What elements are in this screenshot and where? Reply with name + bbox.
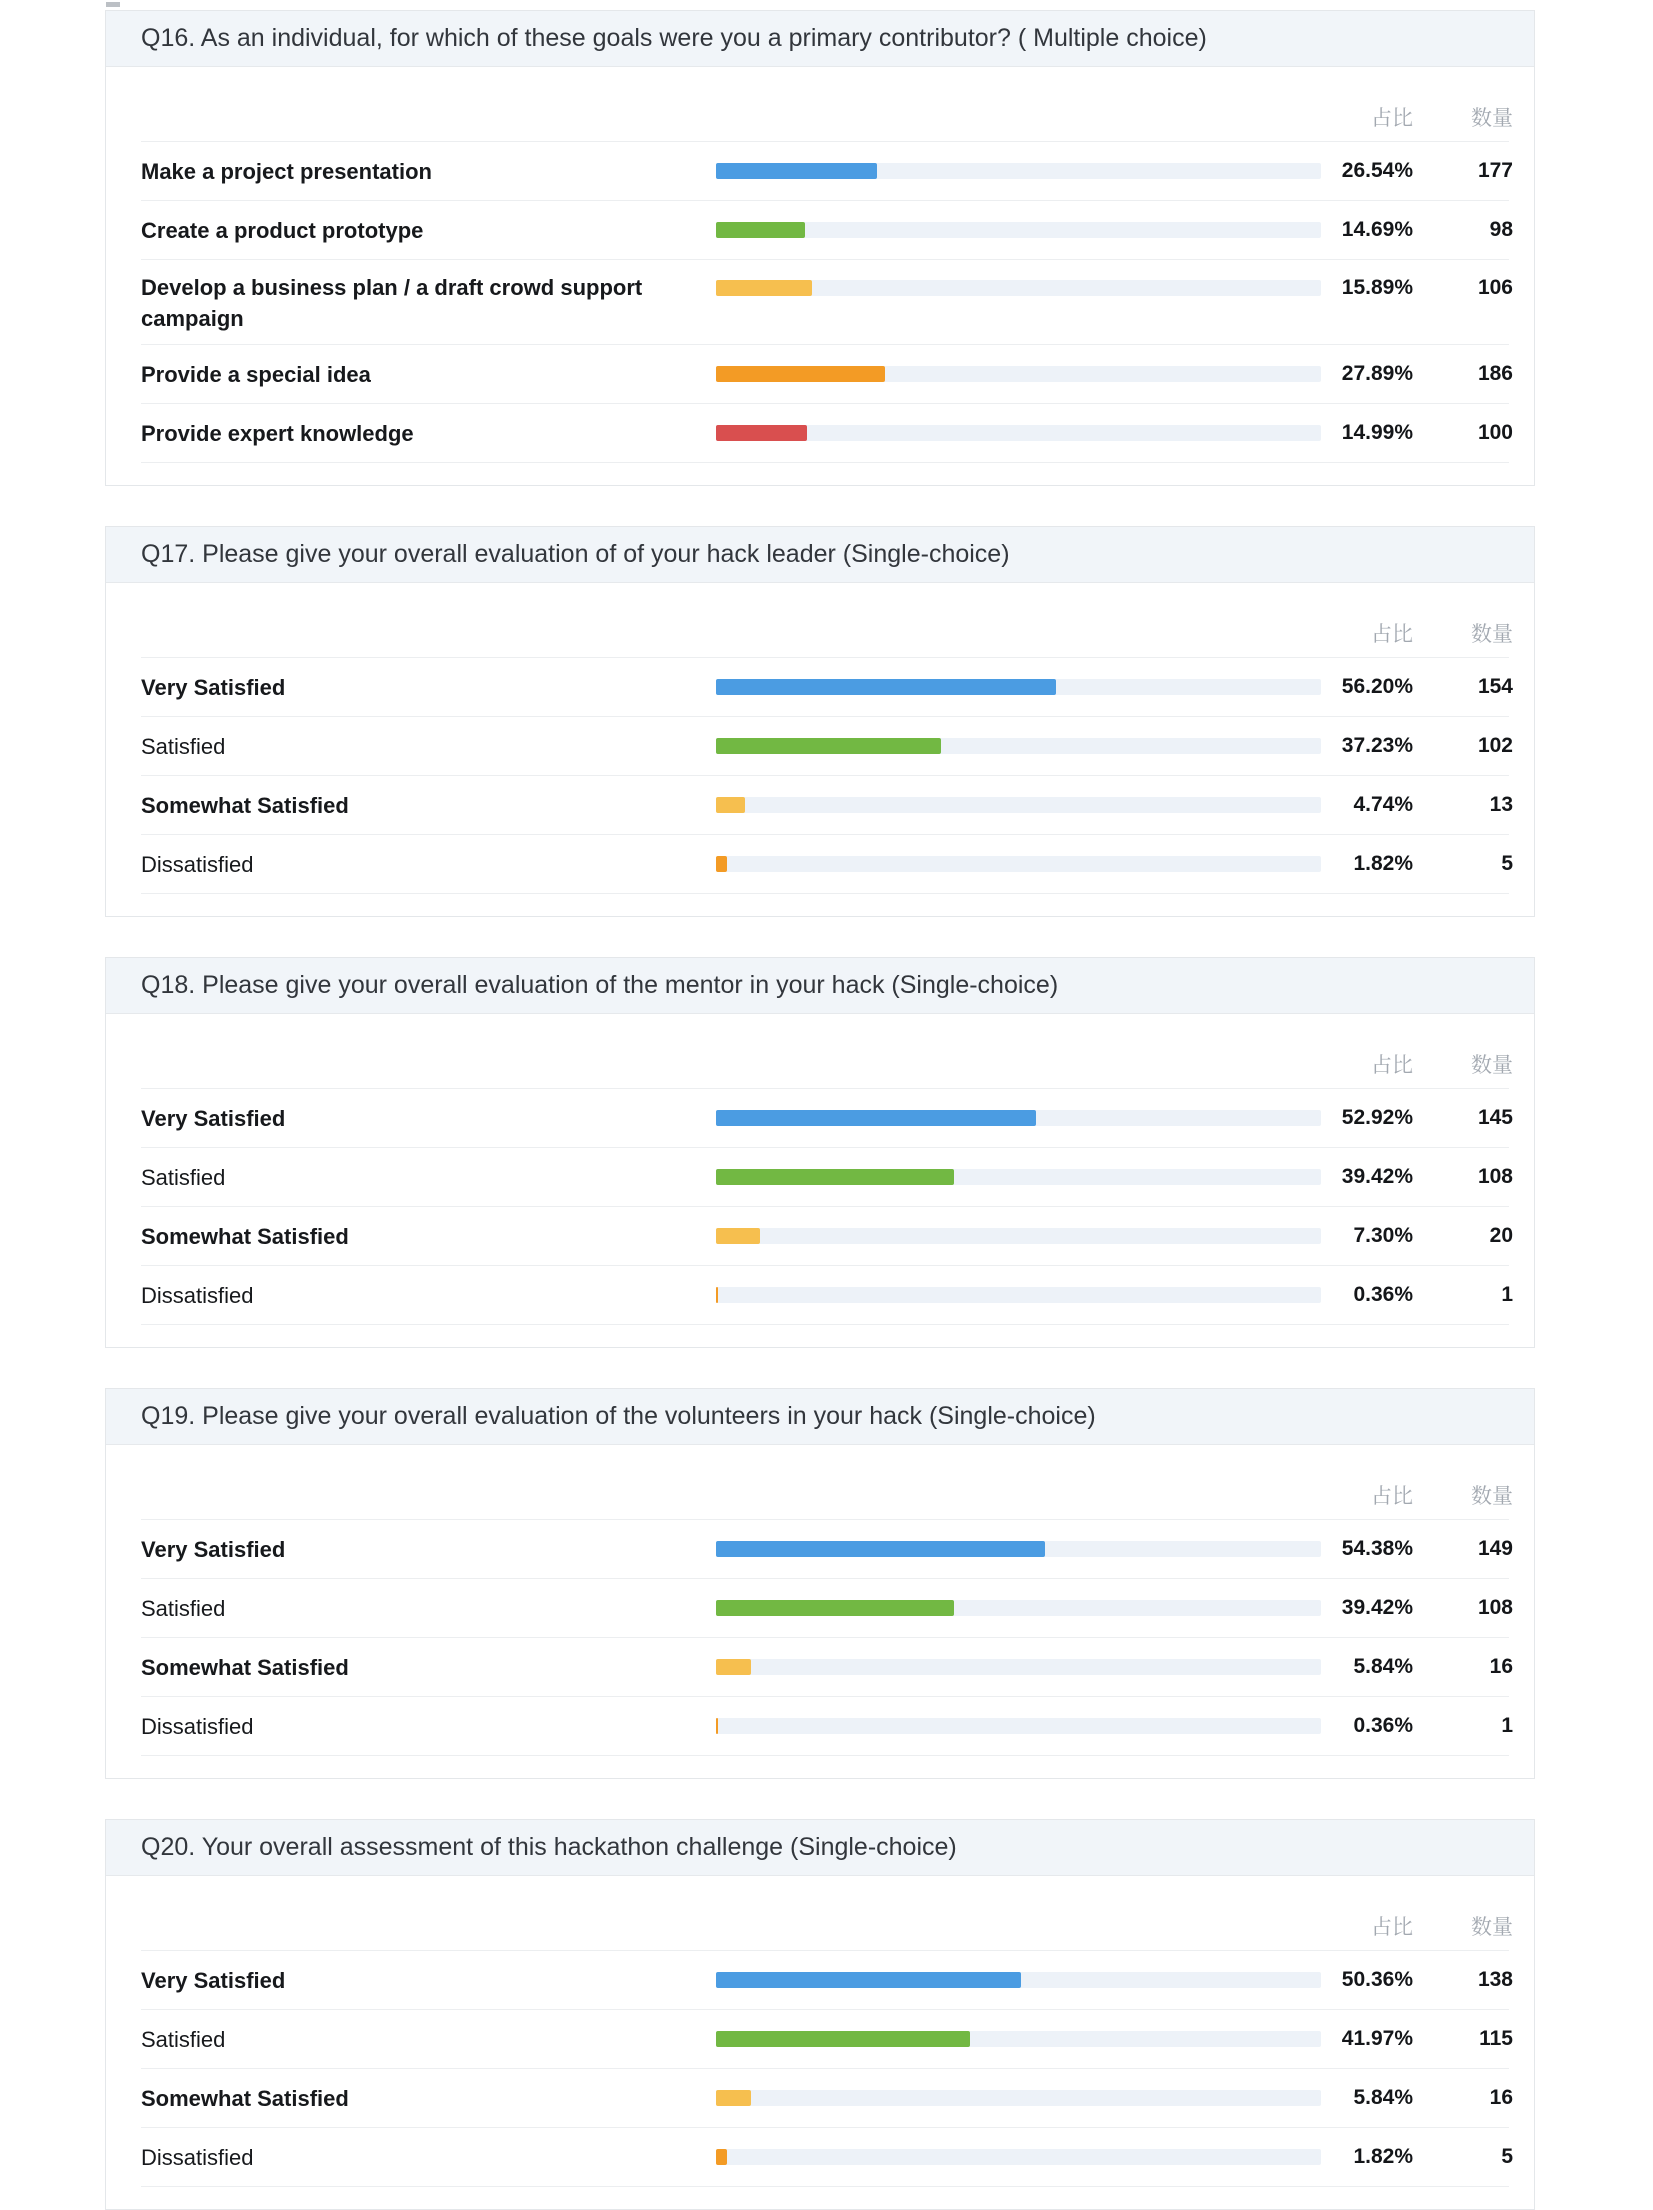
bar-fill: [716, 163, 877, 179]
answer-row: [141, 834, 1513, 893]
count-value: 1: [1501, 1283, 1513, 1306]
count-value: 13: [1489, 793, 1513, 816]
answer-row: [141, 2127, 1513, 2186]
bar-track: [716, 1287, 1321, 1303]
question-card-q18: [105, 957, 1535, 1348]
count-value: 145: [1477, 1106, 1513, 1129]
answer-label: Dissatisfied: [141, 2144, 254, 2170]
answer-label: Satisfied: [141, 1595, 226, 1621]
count-value: 20: [1489, 1224, 1513, 1247]
column-header-percent: 占比: [1371, 1485, 1413, 1508]
count-value: 1: [1501, 1714, 1513, 1737]
column-header-row: [141, 93, 1513, 141]
answer-rows: [141, 1088, 1513, 1325]
percent-value: 5.84%: [1353, 1655, 1413, 1678]
answer-label: Make a project presentation: [141, 158, 432, 184]
question-chart: [106, 1445, 1534, 1778]
answer-rows: [141, 1950, 1513, 2187]
question-title: Q19. Please give your overall evaluation of the volunteers in your hack (Single-choice): [106, 1389, 1534, 1445]
bar-track: [716, 1659, 1321, 1675]
answer-row: [141, 2009, 1513, 2068]
question-title: Q20. Your overall assessment of this hackathon challenge (Single-choice): [106, 1820, 1534, 1876]
question-chart: [106, 67, 1534, 485]
count-value: 138: [1477, 1968, 1513, 1991]
count-value: 5: [1501, 2145, 1513, 2168]
column-header-count: 数量: [1471, 107, 1513, 130]
bar-track: [716, 1228, 1321, 1244]
bar-fill: [716, 1659, 751, 1675]
question-card-q19: [105, 1388, 1535, 1779]
bar-fill: [716, 1600, 954, 1616]
answer-row: [141, 1147, 1513, 1206]
bar-track: [716, 738, 1321, 754]
bar-fill: [716, 738, 941, 754]
percent-value: 37.23%: [1341, 734, 1413, 757]
column-header-percent: 占比: [1371, 107, 1413, 130]
answer-row: [141, 1265, 1513, 1324]
count-value: 177: [1477, 159, 1513, 182]
percent-value: 52.92%: [1341, 1106, 1413, 1129]
percent-value: 39.42%: [1341, 1596, 1413, 1619]
column-header-row: [141, 1040, 1513, 1088]
column-header-count: 数量: [1471, 1485, 1513, 1508]
percent-value: 14.99%: [1341, 421, 1413, 444]
question-card-q20: [105, 1819, 1535, 2210]
bar-track: [716, 425, 1321, 441]
answer-row: [141, 1950, 1513, 2009]
bar-fill: [716, 425, 807, 441]
answer-row: [141, 657, 1513, 716]
question-title: Q18. Please give your overall evaluation of the mentor in your hack (Single-choice): [106, 958, 1534, 1014]
percent-value: 41.97%: [1341, 2027, 1413, 2050]
bar-track: [716, 1600, 1321, 1616]
bar-track: [716, 1169, 1321, 1185]
column-header-percent: 占比: [1371, 623, 1413, 646]
count-value: 149: [1477, 1537, 1513, 1560]
percent-value: 14.69%: [1341, 218, 1413, 241]
answer-row: [141, 259, 1513, 344]
percent-value: 50.36%: [1341, 1968, 1413, 1991]
bar-track: [716, 1541, 1321, 1557]
answer-row: [141, 200, 1513, 259]
percent-value: 0.36%: [1353, 1283, 1413, 1306]
answer-label: Satisfied: [141, 733, 226, 759]
answer-rows: [141, 657, 1513, 894]
bar-track: [716, 1718, 1321, 1734]
answer-row: [141, 141, 1513, 200]
answer-label: Somewhat Satisfied: [141, 1223, 349, 1249]
answer-row: [141, 344, 1513, 403]
question-card-q17: [105, 526, 1535, 917]
column-header-count: 数量: [1471, 1054, 1513, 1077]
bar-track: [716, 163, 1321, 179]
column-header-row: [141, 1902, 1513, 1950]
answer-label: Create a product prototype: [141, 217, 424, 243]
percent-value: 0.36%: [1353, 1714, 1413, 1737]
answer-row: [141, 716, 1513, 775]
answer-label: Somewhat Satisfied: [141, 1654, 349, 1680]
count-value: 5: [1501, 852, 1513, 875]
answer-label: Satisfied: [141, 1164, 226, 1190]
answer-rows: [141, 141, 1513, 463]
count-value: 100: [1477, 421, 1513, 444]
percent-value: 26.54%: [1341, 159, 1413, 182]
column-header-row: [141, 1471, 1513, 1519]
answer-label: Provide expert knowledge: [141, 420, 414, 446]
bar-fill: [716, 1228, 760, 1244]
question-chart: [106, 583, 1534, 916]
percent-value: 15.89%: [1341, 276, 1413, 299]
bar-fill: [716, 280, 812, 296]
percent-value: 1.82%: [1353, 852, 1413, 875]
bar-fill: [716, 222, 805, 238]
bar-track: [716, 679, 1321, 695]
answer-row: [141, 1696, 1513, 1755]
column-header-percent: 占比: [1371, 1054, 1413, 1077]
answer-label: Very Satisfied: [141, 1536, 286, 1562]
answer-label: Very Satisfied: [141, 1105, 286, 1131]
percent-value: 4.74%: [1353, 793, 1413, 816]
previous-card-edge: [106, 2, 120, 7]
percent-value: 1.82%: [1353, 2145, 1413, 2168]
bar-fill: [716, 1718, 718, 1734]
count-value: 108: [1477, 1165, 1513, 1188]
bar-track: [716, 1972, 1321, 1988]
count-value: 186: [1477, 362, 1513, 385]
count-value: 154: [1477, 675, 1513, 698]
percent-value: 54.38%: [1341, 1537, 1413, 1560]
answer-label: Very Satisfied: [141, 1967, 286, 1993]
bar-fill: [716, 679, 1056, 695]
count-value: 98: [1489, 218, 1513, 241]
answer-row: [141, 403, 1513, 462]
bar-fill: [716, 2031, 970, 2047]
count-value: 106: [1477, 276, 1513, 299]
answer-row: [141, 2068, 1513, 2127]
bar-track: [716, 797, 1321, 813]
bar-track: [716, 1110, 1321, 1126]
answer-row: [141, 1578, 1513, 1637]
question-card-q16: [105, 10, 1535, 486]
bar-fill: [716, 1287, 718, 1303]
question-title: Q16. As an individual, for which of these goals were you a primary contributor? ( Multiple choice): [106, 11, 1534, 67]
bar-fill: [716, 366, 885, 382]
percent-value: 56.20%: [1341, 675, 1413, 698]
bar-track: [716, 222, 1321, 238]
answer-label: Satisfied: [141, 2026, 226, 2052]
answer-label: Somewhat Satisfied: [141, 792, 349, 818]
percent-value: 7.30%: [1353, 1224, 1413, 1247]
question-title: Q17. Please give your overall evaluation of of your hack leader (Single-choice): [106, 527, 1534, 583]
percent-value: 27.89%: [1341, 362, 1413, 385]
bar-fill: [716, 1541, 1045, 1557]
answer-label: Develop a business plan / a draft crowd support campaign: [141, 275, 643, 331]
percent-value: 39.42%: [1341, 1165, 1413, 1188]
answer-row: [141, 775, 1513, 834]
answer-row: [141, 1206, 1513, 1265]
count-value: 108: [1477, 1596, 1513, 1619]
bar-fill: [716, 1972, 1021, 1988]
answer-label: Dissatisfied: [141, 851, 254, 877]
count-value: 115: [1479, 2027, 1513, 2050]
column-header-row: [141, 609, 1513, 657]
bar-fill: [716, 2090, 751, 2106]
bar-fill: [716, 797, 745, 813]
answer-label: Somewhat Satisfied: [141, 2085, 349, 2111]
bar-fill: [716, 2149, 727, 2165]
count-value: 16: [1489, 1655, 1513, 1678]
bar-fill: [716, 1169, 954, 1185]
bar-track: [716, 280, 1321, 296]
bar-track: [716, 2090, 1321, 2106]
answer-label: Dissatisfied: [141, 1282, 254, 1308]
answer-row: [141, 1637, 1513, 1696]
bar-track: [716, 366, 1321, 382]
answer-label: Provide a special idea: [141, 361, 371, 387]
percent-value: 5.84%: [1353, 2086, 1413, 2109]
count-value: 102: [1477, 734, 1513, 757]
column-header-count: 数量: [1471, 1916, 1513, 1939]
answer-row: [141, 1088, 1513, 1147]
column-header-percent: 占比: [1371, 1916, 1413, 1939]
bar-track: [716, 2149, 1321, 2165]
bar-track: [716, 2031, 1321, 2047]
count-value: 16: [1489, 2086, 1513, 2109]
bar-fill: [716, 856, 727, 872]
question-chart: [106, 1014, 1534, 1347]
answer-rows: [141, 1519, 1513, 1756]
answer-label: Dissatisfied: [141, 1713, 254, 1739]
answer-row: [141, 1519, 1513, 1578]
answer-label: Very Satisfied: [141, 674, 286, 700]
column-header-count: 数量: [1471, 623, 1513, 646]
bar-fill: [716, 1110, 1036, 1126]
bar-track: [716, 856, 1321, 872]
question-chart: [106, 1876, 1534, 2209]
